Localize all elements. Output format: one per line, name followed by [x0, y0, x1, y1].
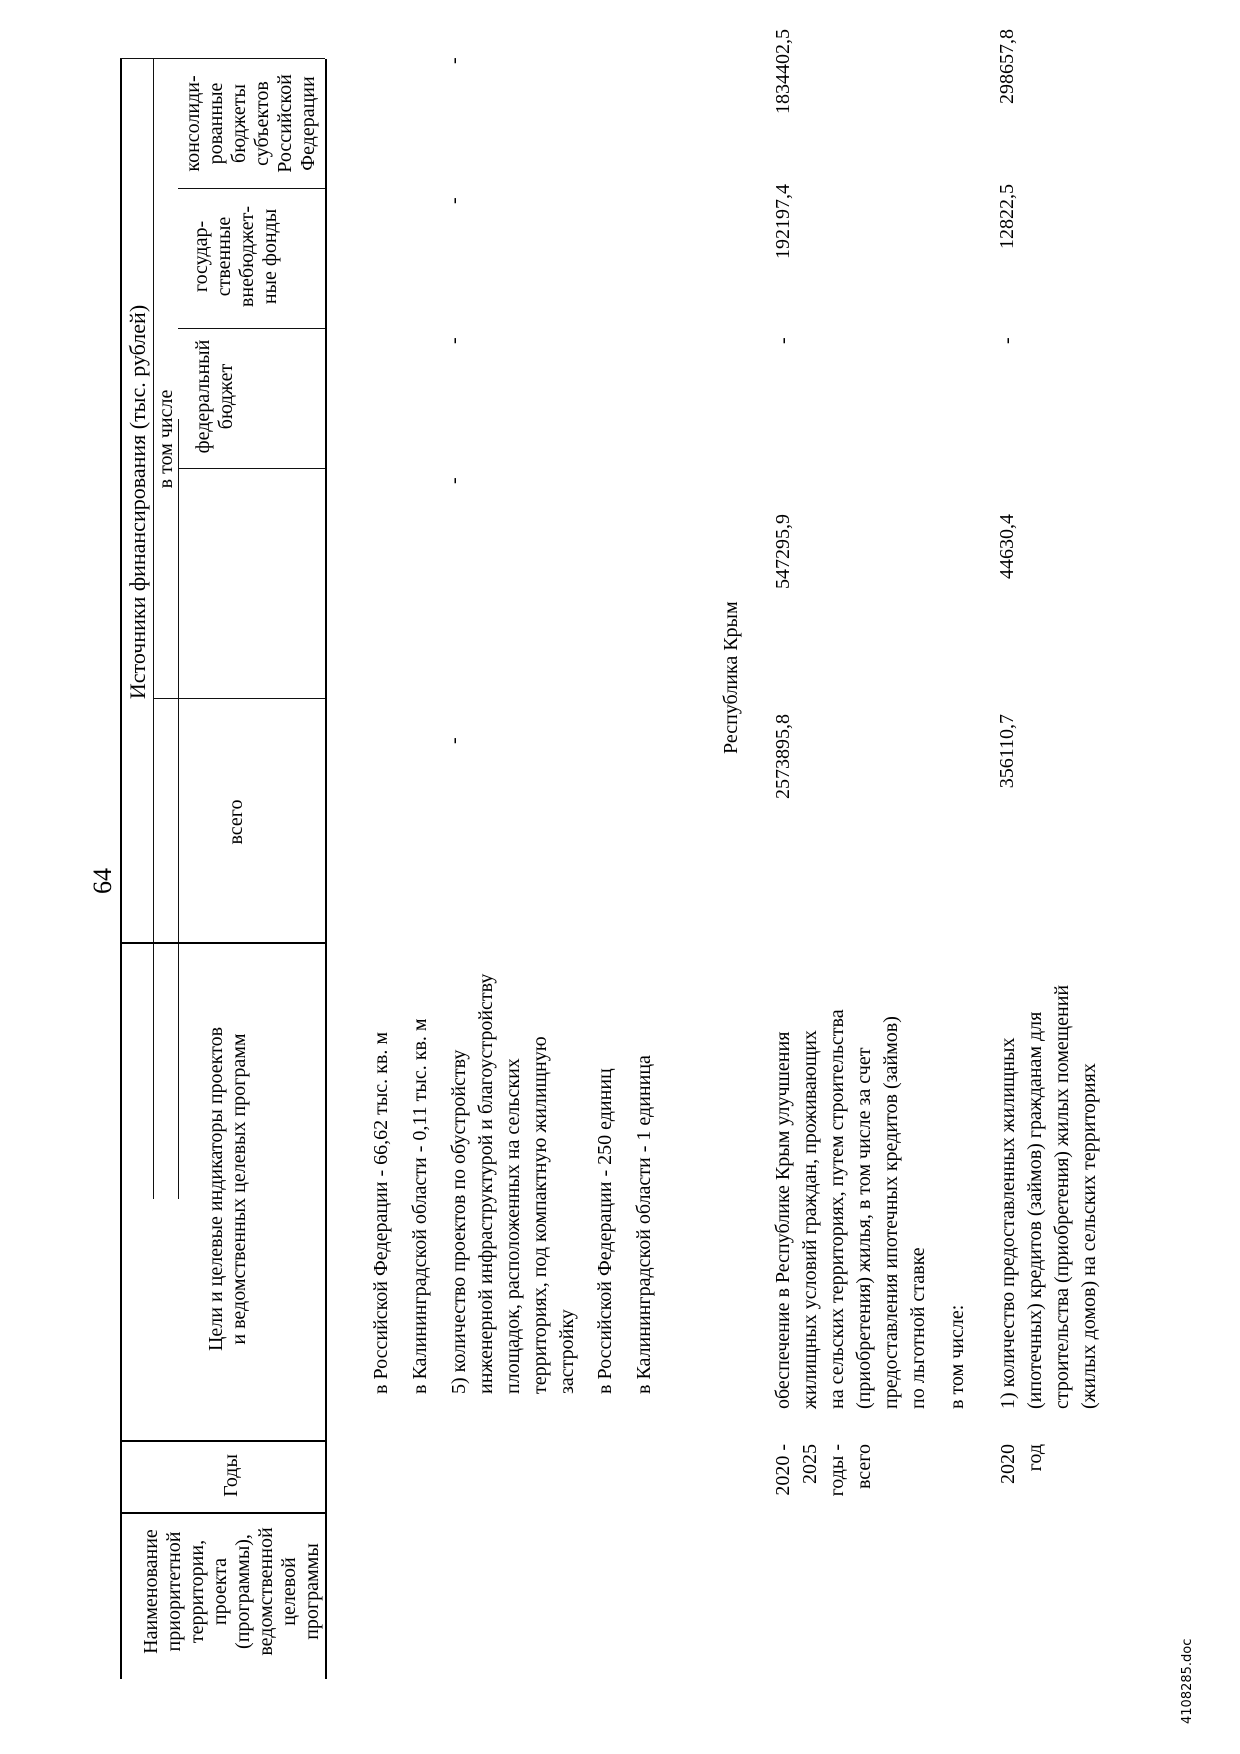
- header-state-line: ственные: [213, 216, 235, 297]
- header-total: всего: [225, 799, 247, 845]
- page-number: 64: [88, 868, 117, 894]
- row-years-line: годы -: [826, 1444, 848, 1497]
- row-goal-line: (жилых домов) на сельских территориях: [1078, 1063, 1100, 1409]
- header-state-line: ные фонды: [259, 208, 281, 305]
- row-goal-line: строительства (приобретения) жилых помещений: [1051, 984, 1073, 1409]
- col-sep-total-federal: [153, 698, 325, 699]
- row-years-line: год: [1024, 1444, 1046, 1472]
- continued-extra: -: [443, 57, 465, 64]
- row-years: [770, 1444, 878, 1509]
- row-sublabel: в том числе:: [946, 1304, 968, 1409]
- continued-total: -: [443, 737, 465, 744]
- row-years-line: всего: [853, 1444, 875, 1490]
- header-regional-line: Федерации: [297, 76, 319, 171]
- col-sep-extra-end: [120, 58, 325, 59]
- row-goal-line: (ипотечных) кредитов (займов) гражданам для: [1024, 1011, 1046, 1409]
- header-name-line: приоритетной: [163, 1531, 185, 1652]
- row-total: 356110,7: [996, 714, 1018, 789]
- header-regional-line: бюджеты: [228, 84, 250, 163]
- document-filename: 4108285.doc: [1180, 1638, 1195, 1724]
- header-regional-line: субъектов: [251, 81, 273, 166]
- header-funding-group: Источники финансирования (тыс. рублей): [125, 304, 150, 700]
- header-name: [140, 1519, 324, 1664]
- col-sep-federal-state: [178, 468, 325, 469]
- continued-line: в Российской Федерации - 250 единиц: [594, 1068, 616, 1394]
- row-extrabudget: 298657,8: [996, 29, 1018, 104]
- header-federal: [192, 329, 238, 464]
- header-name-line: территории, проекта: [186, 1539, 231, 1644]
- header-name-line: Наименование: [140, 1529, 162, 1654]
- header-years: Годы: [220, 1454, 242, 1497]
- row-years: [995, 1444, 1049, 1509]
- header-federal-line: федеральный: [192, 339, 214, 454]
- continued-line: территориях, под компактную жилищную: [529, 1036, 551, 1394]
- row-goal-line: по льготной ставке: [907, 1247, 929, 1409]
- continued-line: 5) количество проектов по обустройству: [448, 1049, 470, 1394]
- row-years-line: 2020: [997, 1444, 1019, 1484]
- row-total: 2573895,8: [772, 714, 794, 799]
- continued-regional: -: [443, 197, 465, 204]
- row-goal: [770, 1009, 971, 1409]
- continued-line: в Калининградской области - 0,11 тыс. кв. м: [409, 1018, 431, 1394]
- header-including: в том числе: [155, 389, 177, 489]
- row-goal: [995, 985, 1103, 1409]
- continued-federal: -: [443, 477, 465, 484]
- row-goal-line: обеспечение в Республике Крым улучшения: [772, 1031, 794, 1409]
- row-goal-line: (приобретения) жилья, в том числе за счет: [853, 1047, 875, 1409]
- header-bottom-border: [325, 59, 327, 1679]
- header-regional-line: консолиди-: [182, 75, 204, 172]
- continued-state: -: [443, 337, 465, 344]
- header-goals-line: и ведомственных целевых программ: [228, 1033, 250, 1345]
- header-state-line: внебюджет-: [236, 205, 258, 308]
- header-state-line: государ-: [190, 220, 212, 293]
- col-sep-name-years: [120, 1512, 325, 1514]
- header-name-line: (программы),: [232, 1534, 254, 1649]
- section-title: Республика Крым: [720, 601, 742, 754]
- header-name-line: целевой программы: [278, 1543, 323, 1640]
- continued-line: площадок, расположенных на сельских: [502, 1058, 524, 1394]
- row-years-line: 2025: [799, 1444, 821, 1484]
- table-top-border: [120, 59, 122, 1679]
- including-divider: [178, 419, 179, 1199]
- header-goals: [205, 944, 251, 1434]
- row-federal: 547295,9: [772, 514, 794, 589]
- row-state-funds: -: [996, 337, 1018, 344]
- header-name-line: ведомственной: [255, 1527, 277, 1656]
- row-state-funds: -: [772, 337, 794, 344]
- continued-line: в Российской Федерации - 66,62 тыс. кв. м: [370, 1032, 392, 1394]
- header-goals-line: Цели и целевые индикаторы проектов: [205, 1026, 227, 1352]
- row-goal-line: 1) количество предоставленных жилищных: [997, 1037, 1019, 1409]
- row-goal-line: жилищных условий граждан, проживающих: [799, 1030, 821, 1409]
- row-federal: 44630,4: [996, 514, 1018, 579]
- continued-line: застройку: [556, 1309, 578, 1394]
- funding-group-divider: [153, 59, 154, 1199]
- header-state-funds: [190, 189, 282, 324]
- header-federal-line: бюджет: [215, 363, 237, 430]
- header-regional-line: Российской: [274, 74, 296, 173]
- row-goal-line: предоставления ипотечных кредитов (займов): [880, 1016, 902, 1409]
- continued-line: в Калининградской области - 1 единица: [633, 1055, 655, 1394]
- row-goal-line: на сельских территориях, путем строительства: [826, 1009, 848, 1409]
- row-extrabudget: 1834402,5: [772, 29, 794, 114]
- row-years-line: 2020 -: [772, 1444, 794, 1496]
- row-regional: 12822,5: [996, 184, 1018, 249]
- continued-line: инженерной инфраструктурой и благоустройству: [475, 973, 497, 1394]
- header-regional: [182, 61, 320, 186]
- header-regional-line: рованные: [205, 82, 227, 165]
- row-regional: 192197,4: [772, 184, 794, 259]
